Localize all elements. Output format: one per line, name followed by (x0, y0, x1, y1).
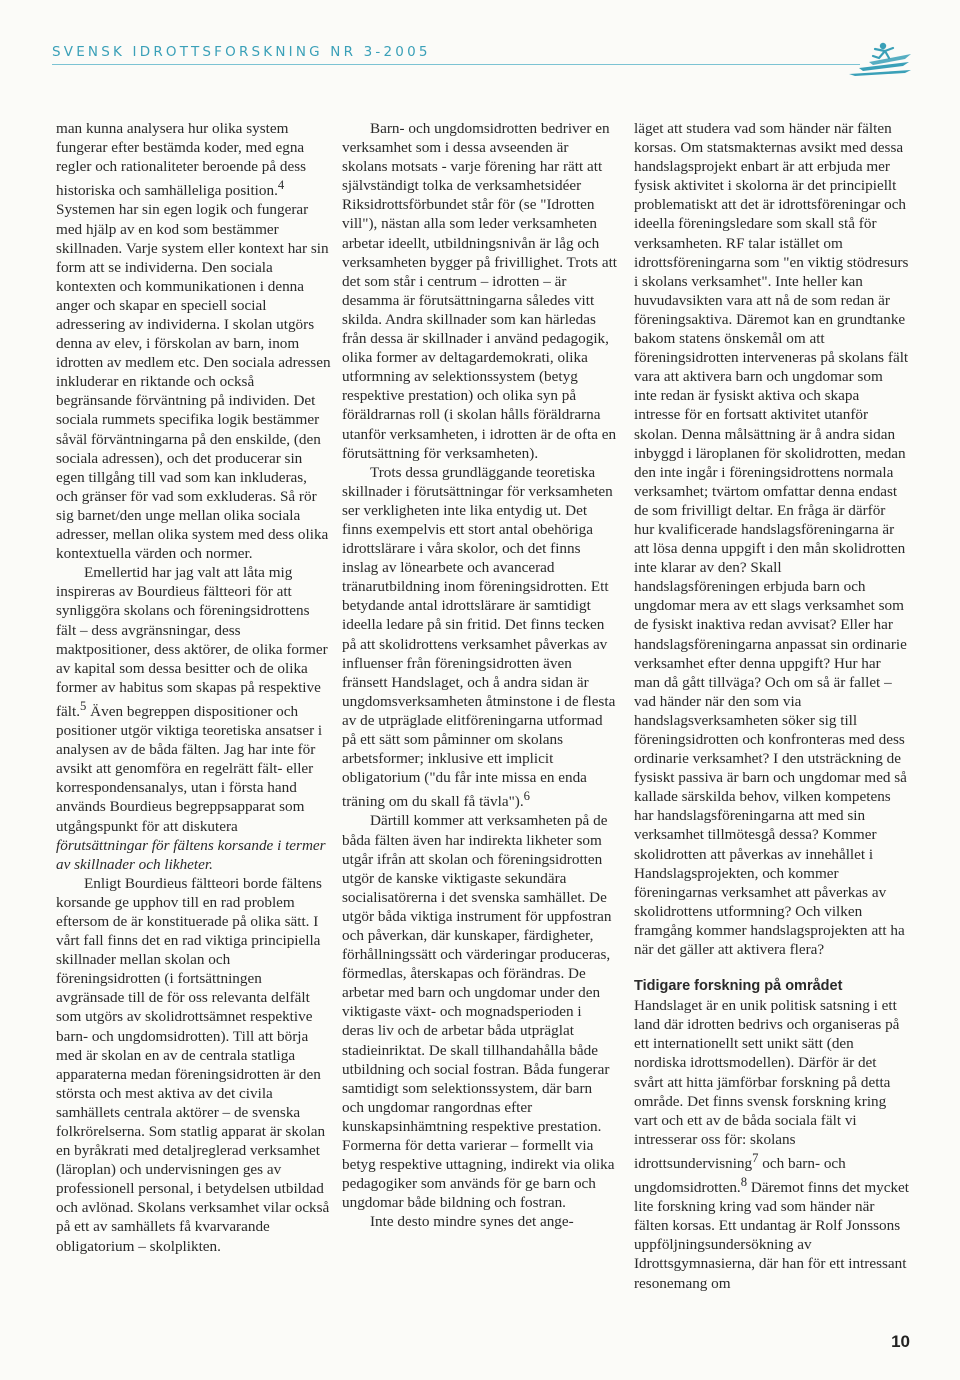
paragraph: läget att studera vad som händer när fälten korsas. Om statsmakternas avsikt med dessa handslagsprojekt enbart är att erbjuda mer fysisk aktivitet i skolorna är det principiellt problematiskt att det är idrottsföreningar och ideella föreningsledare som skall stå för verksamheten. RF talar istället om idrottsföreningarna som "en viktig stödresurs i skolans verksamhet". Inte heller kan huvudavsikten vara att nå de som redan är föreningsaktiva. Däremot kan en grundtanke bakom statens önskemål om att föreningsidrotten interveneras på skolans fält vara att aktivera barn och ungdomar som inte redan är fysiskt aktiva och skapa intresse för en fortsatt aktivitet utanför skolan. Denna målsättning är å andra sidan inbyggd i läroplanen för skolidrotten, medan den inte ingår i föreningsidrottens normala verksamhet; tvärtom omfattar denna endast de som frivilligt deltar. En fråga är därför hur kvalificerade handslagsföreningarna är att lösa denna uppgift i den mån skolidrotten inte klarar av den? Skall handslagsföreningen erbjuda barn och ungdomar mera av ett slags verksamhet som de fysiskt inaktiva redan avvisat? Eller har handslagsföreningarna anpassat sin ordinarie verksamhet efter denna uppgift? Hur har man då gått tillväga? Och om så är fallet – vad händer när den som via handslagsverksamheten söker sig till föreningsidrotten och konfronteras med dess ordinarie verksamhet? I den utsträckning de fysiskt passiva är barn och ungdomar med så kallade särskilda behov, vilken kompetens har handslagsföreningarna att med sin verksamhet tillmötesgå dessa? Kommer skolidrotten att påverkas av innehållet i Handslagsprojekten, och kommer föreningarnas verksamhet att påverkas av skolidrottens utformning? Och vilken framgång kommer handslagsprojekten att ha när det gäller att aktivera flera? (634, 120, 909, 959)
page-number: 10 (891, 1332, 910, 1351)
paragraph: Handslaget är en unik politisk satsning i ett land där idrotten bedrivs och organiseras på ett internationellt sett unikt sätt (den nordiska idrottsmodellen). Därför är det svårt att hitta jämförbar forskning på detta område. Det finns svensk forskning kring vart och ett av de båda sociala fält vi intresserar oss för: skolans idrottsundervisning$^7$ och barn- och ungdomsidrotten.$^8$ Däremot finns det mycket lite forskning kring vad som händer när fälten korsas. Ett undantag är Rolf Jonssons uppföljningsundersökning av Idrottsgymnasierna, där han för ett intressant resonemang om (634, 997, 910, 1292)
paragraph: man kunna analysera hur olika system fungerar efter bestämda koder, med egna regler och rationaliteter beroende på dess historiska och samhälleliga position.$^4$ Systemen har sin egen logik och fungerar med hjälp av en kod som bestämmer skillnaden. Varje system eller kontext har sin form att se individerna. Den sociala kontexten och kommunikationen i denna anger och skapar en speciell social adressering av individerna. I skolan utgörs denna av elev, i förskolan av barn, inom idrotten av medlem etc. Den sociala adressen inkluderar en riktande och också begränsande förväntning på individen. Det sociala rummets specifika logik bestämmer såväl förväntningarna på den enskilde, (den sociala adressen), och det producerar sin egen tillgång till vad som kan inkluderas, och gränser för vad som exkluderas. Så rör sig barnet/den unge mellan olika sociala adresser, mellan olika system med dess olika kontextuella värden och normer. (56, 120, 331, 563)
paragraph: Därtill kommer att verksamheten på de båda fälten även har indirekta likheter som utgår ifrån att skolan och föreningsidrotten utgör de kanske viktigaste sekundära socialisatörerna i det svenska samhället. De utgör båda viktiga instrument för uppfostran och påverkan, där kunskaper, färdigheter, förhållningssätt och värderingar produceras, förmedlas, återskapas och förändras. De arbetar med barn och ungdomar under den viktigaste växt- och mognadsperioden i deras liv och de arbetar båda utpräglat stadieinriktat. De skall tillhandahålla både utbildning och social fostran. Båda fungerar samtidigt som selektionssystem, där barn och ungdomar rangordnas efter kunskapsinhämtning respektive prestation. Formerna för detta varierar – formellt via betyg respektive uttagning, indirekt via olika pedagogiker som används för ge barn och ungdomar både bildning och fostran. (342, 812, 615, 1212)
paragraph: Enligt Bourdieus fältteori borde fältens korsande ge upphov till en rad problem eftersom de är konstituerade på olika sätt. I vårt fall finns det en rad viktiga principiella skillnader mellan skolan och föreningsidrotten (i fortsättningen avgränsade till de för oss relevanta delfält som utgörs av skolidrottsämnet respektive barn- och ungdomsidrotten). Till att börja med är skolan en av de centrala statliga apparaterna medan föreningsidrotten är den största och mest aktiva av det civila samhällets centrala aktörer – de svenska folkrörelserna. Som statlig apparat är skolan en byråkrati med detaljreglerad verksamhet (läroplan) och undervisningen ges av professionell personal, i betydelsen utbildad och avlönad. Skolans verksamhet vilar också på ett av samhällets få kvarvarande obligatorium – skolplikten. (56, 874, 330, 1255)
header-rule (52, 64, 860, 65)
footnote-ref[interactable]: 7 (752, 1150, 759, 1165)
column-2 (342, 119, 617, 1232)
footnote-ref[interactable]: 6 (523, 789, 530, 804)
paragraph: Trots dessa grundläggande teoretiska skillnader i förutsättningar för verksamheten ser verkligheten inte lika entydig ut. Det finns exempelvis ett stort antal obehöriga idrottslärare i våra skolor, och det finns inslag av lönearbete och avancerad tränarutbildning inom föreningsidrotten. Ett betydande antal idrottslärare är samtidigt ideella ledare på sin fritid. Det finns tecken på att skolidrottens verksamhet påverkas av influenser från föreningsidrotten även fränsett Handslaget, och å andra sidan är ungdomsverksamheten åtminstone i de flesta av de utpräglade elitföreningarna utformad på ett sätt som påminner om skolans arbetsformer; inklusive ett implicit obligatorium ("du får inte missa en enda träning om du skall få tävla").$^6$ (342, 463, 616, 811)
paragraph: Barn- och ungdomsidrotten bedriver en verksamhet som i dessa avseenden är skolans motsats - varje förening har rätt att självständigt tolka de verksamhetsidéer Riksidrottsförbundet står för (se "Idrotten vill"), nästan alla som leder verksamheten arbetar ideellt, utbildningsnivån är låg och verksamheten bygger på frivillighet. Trots att det som står i centrum – idrotten – är desamma är förutsättningarna således vitt skilda. Andra skillnader som kan härledas från dessa är skillnader i använd pedagogik, olika former av deltagardemokrati, olika utformning av selektionssystem (betyg respektive prestation) och olika syn på föräldrarnas roll (i skolan hålls föräldrarna utanför verksamheten, i idrotten är de ofta en förutsättning för verksamheten). (342, 120, 618, 462)
paragraph: Emellertid har jag valt att låta mig inspireras av Bourdieus fältteori för att synliggöra skolans och föreningsidrottens fält – dess avgränsningar, dess maktpositioner, dess aktörer, de olika former av kapital som dessa besitter och de olika former av habitus som skapas på respektive fält.$^5$ Även begreppen dispositioner och positioner utgör viktiga teoretiska ansatser i analysen av de båda fälten. Jag har inte för avsikt att genomföra en regelrätt fält- eller korrespondensanalys, utan i första hand används Bourdieus begreppsapparat som utgångspunkt för att diskutera förutsättningar för fältens korsande i termer av skillnader och likheter. (56, 564, 328, 873)
column-1 (56, 119, 331, 1256)
footnote-ref[interactable]: 8 (740, 1175, 748, 1190)
journal-header: SVENSK IDROTTSFORSKNING NR 3-2005 (52, 44, 431, 60)
footnote-ref[interactable]: 5 (80, 698, 87, 713)
section-heading: Tidigare forskning på området (634, 978, 843, 995)
column-3 (634, 119, 909, 1293)
runner-logo-icon (845, 40, 915, 76)
footnote-ref[interactable]: 4 (277, 178, 285, 193)
paragraph: Inte desto mindre synes det ange- (370, 1213, 574, 1231)
